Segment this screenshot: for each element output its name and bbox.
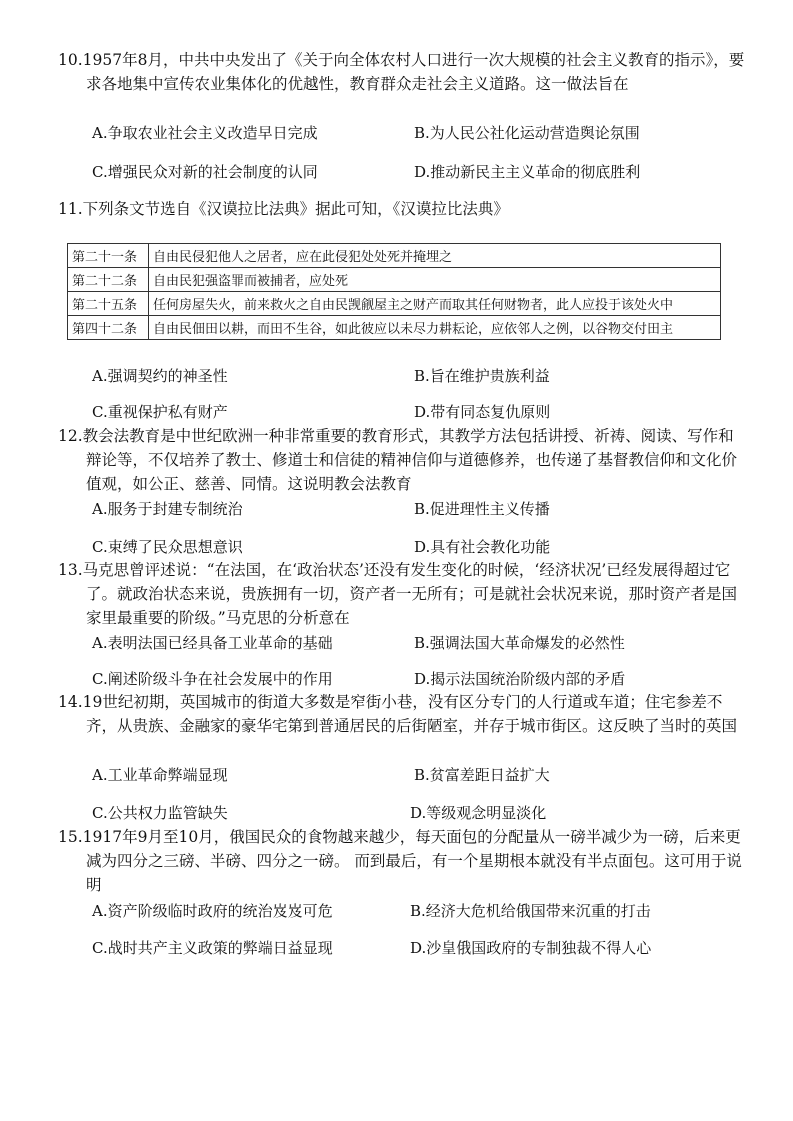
option-d[interactable]: D.带有同态复仇原则 [414,403,551,421]
option-b[interactable]: B.贫富差距日益扩大 [414,766,550,784]
question-12 [58,424,748,496]
question-number: 10. [58,51,83,69]
option-b[interactable]: B.旨在维护贵族利益 [414,367,550,385]
question-stem: 1957年8月，中共中央发出了《关于向全体农村人口进行一次大规模的社会主义教育的指示》，要求各地集中宣传农业集体化的优越性，教育群众走社会主义道路。这一做法旨在 [82,51,745,93]
question-number: 15. [58,828,83,846]
option-a[interactable]: A.工业革命弊端显现 [92,766,228,784]
article-text: 自由民侵犯他人之居者，应在此侵犯处处死并掩埋之 [149,244,721,268]
option-b[interactable]: B.为人民公社化运动营造舆论氛围 [414,124,640,142]
option-a[interactable]: A.资产阶级临时政府的统治岌岌可危 [92,902,333,920]
option-d[interactable]: D.具有社会教化功能 [414,538,551,556]
question-number: 12. [58,427,83,445]
option-c[interactable]: C.重视保护私有财产 [92,403,228,421]
option-d[interactable]: D.揭示法国统治阶级内部的矛盾 [414,670,626,688]
question-14 [58,690,748,738]
question-13 [58,558,748,630]
question-number: 14. [58,693,83,711]
option-b[interactable]: B.促进理性主义传播 [414,500,550,518]
option-c[interactable]: C.公共权力监管缺失 [92,804,228,822]
question-11 [58,197,748,221]
article-text: 自由民犯强盗罪而被捕者，应处死 [149,268,721,292]
article-text: 任何房屋失火，前来救火之自由民觊觎屋主之财产而取其任何财物者，此人应投于该处火中 [149,292,721,316]
option-a[interactable]: A.服务于封建专制统治 [92,500,243,518]
option-c[interactable]: C.增强民众对新的社会制度的认同 [92,163,318,181]
question-number: 11. [58,200,83,218]
option-b[interactable]: B.经济大危机给俄国带来沉重的打击 [410,902,651,920]
table-row [68,292,721,316]
table-row [68,316,721,340]
option-a[interactable]: A.强调契约的神圣性 [92,367,228,385]
option-a[interactable]: A.表明法国已经具备工业革命的基础 [92,634,333,652]
table-row [68,244,721,268]
option-c[interactable]: C.战时共产主义政策的弊端日益显现 [92,939,333,957]
question-stem: 1917年9月至10月，俄国民众的食物越来越少，每天面包的分配量从一磅半减少为一磅，后来更减为四分之三磅、半磅、四分之一磅。 而到最后，有一个星期根本就没有半点面包。这可用于说明 [82,828,742,894]
question-stem: 教会法教育是中世纪欧洲一种非常重要的教育形式，其教学方法包括讲授、祈祷、阅读、写作和辩论等，不仅培养了教士、修道士和信徒的精神信仰与道德修养，也传递了基督教信仰和文化价值观，如公正、慈善、同情。这说明教会法教育 [82,427,738,493]
option-d[interactable]: D.沙皇俄国政府的专制独裁不得人心 [410,939,652,957]
option-d[interactable]: D.等级观念明显淡化 [410,804,547,822]
article-number: 第四十二条 [68,316,149,340]
table-row [68,268,721,292]
article-number: 第二十二条 [68,268,149,292]
question-stem: 马克思曾评述说：“在法国，在‘政治状态’还没有发生变化的时候，‘经济状况’已经发展得超过它了。就政治状态来说，贵族拥有一切，资产者一无所有；可是就社会状况来说，那时资产者是国家里最重要的阶级。”马克思的分析意在 [82,561,738,627]
question-10 [58,48,748,96]
article-number: 第二十五条 [68,292,149,316]
question-number: 13. [58,561,83,579]
question-15 [58,825,748,897]
option-d[interactable]: D.推动新民主主义革命的彻底胜利 [414,163,641,181]
option-c[interactable]: C.阐述阶级斗争在社会发展中的作用 [92,670,333,688]
law-table [67,243,721,340]
article-number: 第二十一条 [68,244,149,268]
option-a[interactable]: A.争取农业社会主义改造早日完成 [92,124,318,142]
article-text: 自由民佃田以耕，而田不生谷，如此彼应以未尽力耕耘论，应依邻人之例，以谷物交付田主 [149,316,721,340]
question-stem: 下列条文节选自《汉谟拉比法典》据此可知，《汉谟拉比法典》 [82,200,509,218]
option-b[interactable]: B.强调法国大革命爆发的必然性 [414,634,625,652]
option-c[interactable]: C.束缚了民众思想意识 [92,538,243,556]
question-stem: 19世纪初期，英国城市的街道大多数是窄街小巷，没有区分专门的人行道或车道；住宅参差不齐，从贵族、金融家的豪华宅第到普通居民的后街陋室，并存于城市街区。这反映了当时的英国 [82,693,738,735]
